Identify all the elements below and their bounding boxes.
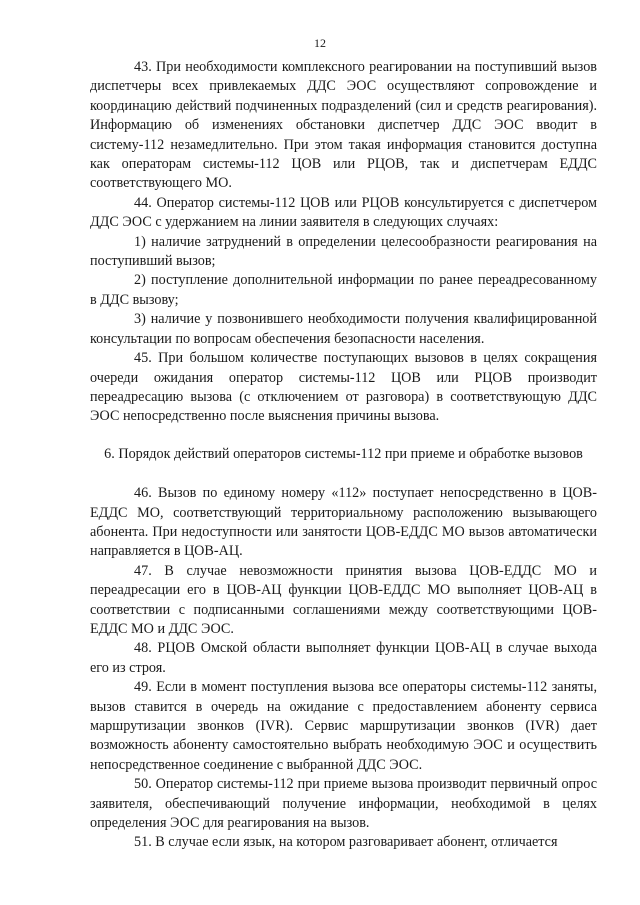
paragraph-43: 43. При необходимости комплексного реагировании на поступивший вызов диспетчеры всех привлекаемых ДДС ЭОС осуществляют сопровождение и координацию действий подчиненных подразделений (сил и средств реагирования). Информацию об изменениях обстановки диспетчер ДДС ЭОС вводит в систему-112 незамедлительно. При этом такая информация становится доступна как операторам системы-112 ЦОВ или РЦОВ, так и диспетчерам ЕДДС соответствующего МО. bbox=[90, 59, 597, 192]
paragraph-47: 47. В случае невозможности принятия вызова ЦОВ-ЕДДС МО и переадресации его в ЦОВ-АЦ функции ЦОВ-ЕДДС МО выполняет ЦОВ-АЦ в соответствии с подписанными соглашениями между соответствующими ЦОВ-ЕДДС МО и ДДС ЭОС. bbox=[90, 562, 597, 637]
document-body bbox=[90, 58, 597, 853]
paragraph-50: 50. Оператор системы-112 при приеме вызова производит первичный опрос заявителя, обеспечивающий получение информации, необходимой в целях определения ЭОС для реагирования на вызов. bbox=[90, 776, 597, 832]
paragraph-46: 46. Вызов по единому номеру «112» поступает непосредственно в ЦОВ-ЕДДС МО, соответствующий территориальному расположению вызывающего абонента. При недоступности или занятости ЦОВ-ЕДДС МО вызов автоматически направляется в ЦОВ-АЦ. bbox=[90, 485, 597, 560]
paragraph-49: 49. Если в момент поступления вызова все операторы системы-112 заняты, вызов ставится в очередь на ожидание с предоставлением абоненту сервиса маршрутизации звонков (IVR). Сервис маршрутизации звонков (IVR) дает возможность абоненту самостоятельно выбрать необходимую ЭОС и осуществить непосредственное соединение с выбранной ДДС ЭОС. bbox=[90, 679, 597, 773]
list-item-1: 1) наличие затруднений в определении целесообразности реагирования на поступивший вызов; bbox=[90, 233, 597, 270]
list-item-2: 2) поступление дополнительной информации по ранее переадресованному в ДДС вызову; bbox=[90, 272, 597, 308]
paragraph-51: 51. В случае если язык, на котором разговаривает абонент, отличается bbox=[134, 834, 558, 851]
paragraph-45: 45. При большом количестве поступающих вызовов в целях сокращения очереди ожидания оператор системы-112 ЦОВ или РЦОВ производит переадресацию вызова (с отключением от разговора) в соответствующую ДДС ЭОС непосредственно после выяснения причины вызова. bbox=[90, 350, 597, 425]
page-number: 12 bbox=[314, 36, 326, 50]
list-item-3: 3) наличие у позвонившего необходимости получения квалифицированной консультации по вопросам обеспечения безопасности населения. bbox=[90, 311, 597, 347]
paragraph-48: 48. РЦОВ Омской области выполняет функции ЦОВ-АЦ в случае выхода его из строя. bbox=[90, 640, 597, 676]
section-heading: 6. Порядок действий операторов системы-112 при приеме и обработке вызовов bbox=[104, 445, 583, 462]
paragraph-44: 44. Оператор системы-112 ЦОВ или РЦОВ консультируется с диспетчером ДДС ЭОС с удержанием на линии заявителя в следующих случаях: bbox=[90, 194, 597, 231]
